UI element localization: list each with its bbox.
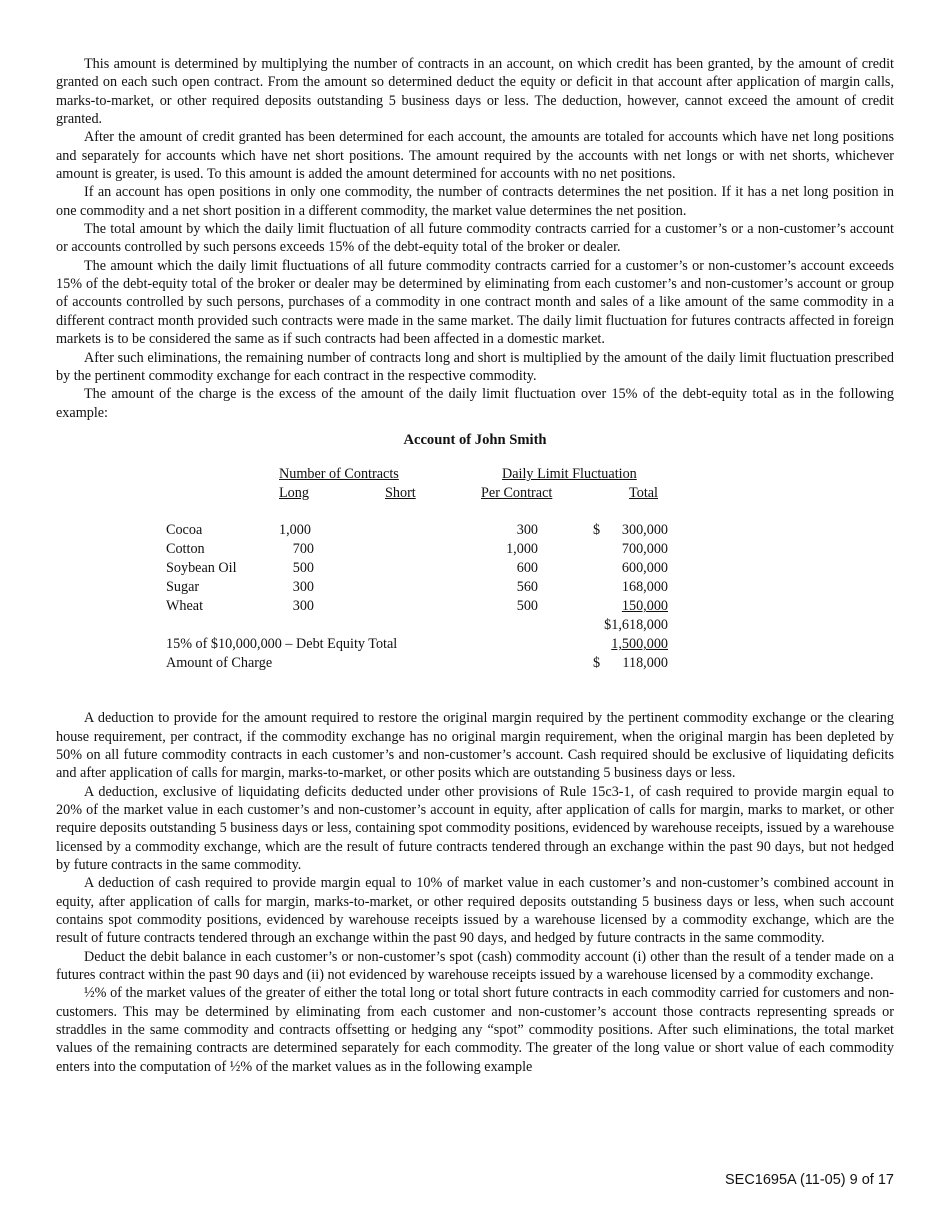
row-per-contract: 600 [516, 560, 538, 577]
row-long: 700 [292, 541, 314, 558]
row-per-contract: 500 [516, 598, 538, 615]
document-page [56, 55, 894, 1076]
paragraph-twenty-percent: A deduction, exclusive of liquidating deficits deducted under other provisions of Rule 15c3-1, of cash required to provide margin equal to 20% of the market value in each customer’s and non-customer’s account in equity, after application of calls for margin, marks to market, or other require deposits outstanding 5 business days or less, containing spot commodity positions, evidenced by warehouse receipts, issued by a warehouse licensed by a commodity exchange, which are the result of future contracts tendered through an exchange within the past 90 days, but not hedged by future contracts in the same commodity. [56, 783, 894, 873]
header-long: Long [279, 485, 309, 502]
debt-equity-value: 1,500,000 [611, 636, 668, 653]
header-per-contract: Per Contract [481, 485, 553, 502]
grand-total: $1,618,000 [604, 617, 668, 634]
row-commodity: Cocoa [166, 522, 203, 539]
row-total: 700,000 [621, 541, 668, 558]
row-long: 500 [292, 560, 314, 577]
row-per-contract: 560 [516, 579, 538, 596]
header-total: Total [629, 485, 658, 502]
header-short: Short [385, 485, 416, 502]
row-long: 1,000 [279, 522, 311, 539]
row-commodity: Soybean Oil [166, 560, 237, 577]
paragraph-daily-limit: The total amount by which the daily limit fluctuation of all future commodity contracts carried for a customer’s or a non-customer’s account or accounts controlled by such persons exceeds 15% of the debt-equity total of the broker or dealer. [56, 221, 894, 256]
lower-section [56, 709, 894, 1076]
row-per-contract: 1,000 [506, 541, 538, 558]
paragraph-original-margin: A deduction to provide for the amount required to restore the original margin required by the pertinent commodity exchange or the clearing house requirement, per contract, if the commodity exchange has no original margin requirement, when the original margin has been depleted by 50% on all future commodity contracts in each customer’s and non-customer’s account. Cash required should be exclusive of liquidating deficits and after application of calls for margin, marks-to-market, or other posits which are outstanding 5 business days or less. [56, 710, 894, 782]
row-commodity: Sugar [166, 579, 200, 596]
charge-dollar-sign: $ [593, 655, 601, 672]
header-daily-limit-fluctuation: Daily Limit Fluctuation [502, 466, 637, 483]
paragraph-debit-balance: Deduct the debit balance in each customer’s or non-customer’s spot (cash) commodity account (i) other than the result of a tender made on a futures contract within the past 90 days and (ii) not evidenced by warehouse receipts issued by a warehouse licensed by a commodity exchange. [56, 948, 894, 984]
row-total: 150,000 [621, 598, 668, 615]
paragraph-credit-amount: This amount is determined by multiplying the number of contracts in an account, on which credit has been granted, by the amount of credit granted on each such open contract. From the amount so determined deduct the equity or deficit in that account after application of margin calls, marks-to-market, or other required deposits outstanding 5 business days or less. The deduction, however, cannot exceed the amount of credit granted. [56, 56, 894, 128]
debt-equity-label: 15% of $10,000,000 – Debt Equity Total [166, 636, 398, 653]
paragraph-charge-example: The amount of the charge is the excess of the amount of the daily limit fluctuation over 15% of the debt-equity total as in the following example: [56, 386, 894, 421]
row-long: 300 [292, 579, 314, 596]
header-number-of-contracts: Number of Contracts [279, 466, 399, 483]
paragraph-half-percent: ½% of the market values of the greater of either the total long or total short future contracts in each commodity carried for customers and non-customers. This may be determined by eliminating from each customer and non-customer’s account those contracts representing spreads or straddles in the same commodity and contracts offsetting or hedging any “spot” commodity positions. After such eliminations, the total market values of the remaining contracts are determined separately for each commodity. The greater of the long value or short value of each commodity enters into the computation of ½% of the market values as in the following example [56, 985, 894, 1075]
paragraph-open-positions: If an account has open positions in only one commodity, the number of contracts determines the net position. If it has a net long position in one commodity and a net short position in a different commodity, the market value determines the net position. [56, 184, 894, 219]
paragraph-ten-percent: A deduction of cash required to provide margin equal to 10% of market value in each customer’s and non-customer’s combined account in equity, after application of calls for margin, marks-to-market, or other required deposits outstanding 5 business days or less, when such account contains spot commodity positions, evidenced by warehouse receipts issued by a warehouse licensed by a commodity exchange, which are the result of future contracts tendered through an exchange within the past 90 days, and hedged by future contracts in the same commodity. [56, 875, 894, 947]
table-title: Account of John Smith [403, 431, 547, 448]
row-total: 600,000 [621, 560, 668, 577]
row-total: 300,000 [621, 522, 668, 539]
account-table [56, 465, 894, 697]
row-long: 300 [292, 598, 314, 615]
paragraph-eliminations: The amount which the daily limit fluctuations of all future commodity contracts carried for a customer’s or non-customer’s account exceeds 15% of the debt-equity total of the broker or dealer may be determined by eliminating from each customer’s and non-customer’s account or group of accounts controlled by such persons, purchases of a commodity in one contract month and sales of a like amount of the same commodity in a different contract month provided such contracts were made in the same market. The daily limit fluctuation for futures contracts affected in foreign markets is to be considered the same as if such contracts had been affected in a domestic market. [56, 257, 894, 348]
charge-label: Amount of Charge [166, 655, 273, 672]
paragraph-after-eliminations: After such eliminations, the remaining number of contracts long and short is multiplied by the amount of the daily limit fluctuation prescribed by the pertinent commodity exchange for each contract in the respective commodity. [56, 349, 894, 384]
charge-value: 118,000 [622, 655, 668, 672]
row-commodity: Wheat [166, 598, 204, 615]
paragraph-net-positions: After the amount of credit granted has been determined for each account, the amounts are totaled for accounts which have net long positions and separately for accounts which have net short positions. The amount required by the accounts with net longs or with net shorts, whichever amount is greater, is used. To this amount is added the amount determined for accounts with no net positions. [56, 129, 894, 183]
row-commodity: Cotton [166, 541, 205, 558]
form-footer: SEC1695A (11-05) 9 of 17 [724, 1172, 894, 1188]
row-dollar-sign: $ [593, 522, 601, 539]
row-total: 168,000 [621, 579, 668, 596]
row-per-contract: 300 [516, 522, 538, 539]
